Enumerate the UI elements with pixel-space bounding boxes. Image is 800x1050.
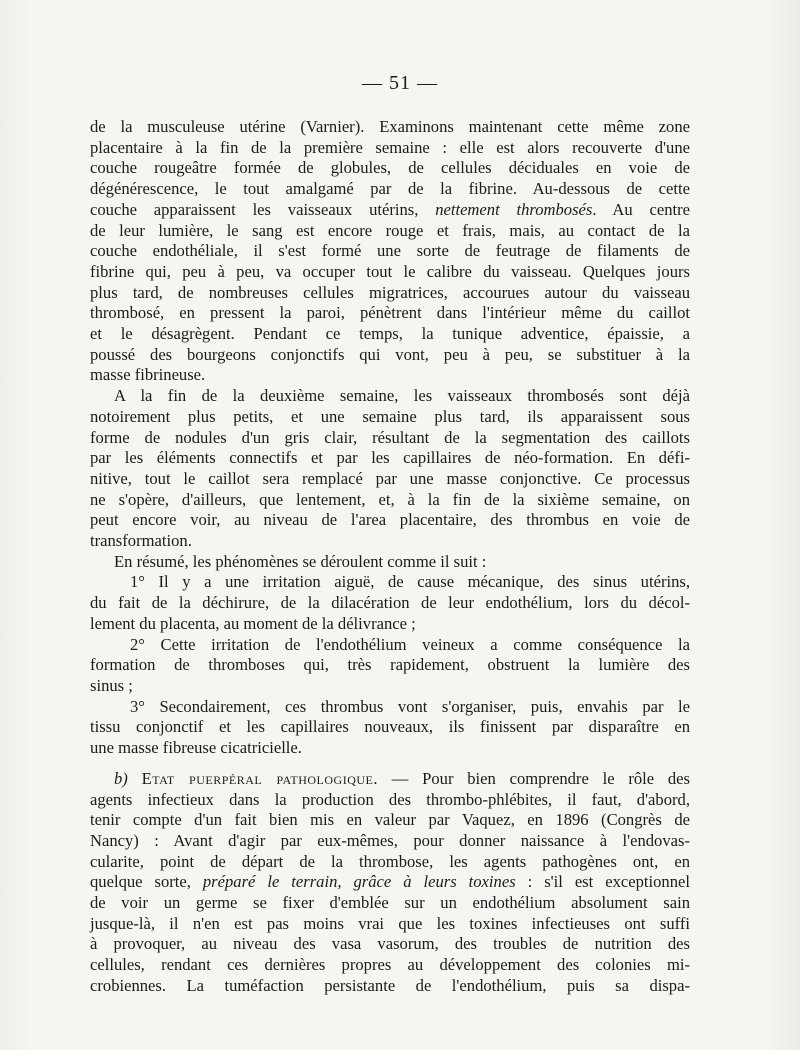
text-line: notoirement plus petits, et une semaine plus tard, ils apparaissent sous [90,406,690,426]
text-line: forme de nodules d'un gris clair, résultant de la segmentation des caillots [90,427,690,447]
text-line: A la fin de la deuxième semaine, les vaisseaux thrombosés sont déjà [114,386,690,406]
page-number: — 51 — [362,72,438,94]
text-line: de voir un germe se fixer d'emblée sur un endothélium absolument sain [90,893,690,913]
section-gap [90,759,690,769]
text-line: peut encore voir, au niveau de l'area placentaire, des thrombus en voie de [90,510,690,530]
text-line: tissu conjonctif et les capillaires nouveaux, ils finissent par disparaître en [90,717,690,737]
text-run: : s'il est exceptionnel [515,872,690,892]
text-line: lement du placenta, au moment de la délivrance ; [90,613,416,633]
text-line: agents infectieux dans la production des thrombo-phlébites, il faut, d'abord, [90,789,690,809]
text-run: — Pour bien comprendre le rôle des [378,768,690,788]
text-line: dégénérescence, le tout amalgamé par de la fibrine. Au-dessous de cette [90,179,690,199]
text-line: placentaire à la fin de la première semaine : elle est alors recouverte d'une [90,137,690,157]
text-line: à provoquer, au niveau des vasa vasorum, des troubles de nutrition des [90,934,690,954]
text-line: cularite, point de départ de la thrombose, les agents pathogènes ont, en [90,851,690,871]
text-run: couche apparaissent les vaisseaux utérins, [90,199,436,219]
text-line: sinus ; [90,675,133,695]
text-line: par les éléments connectifs et par les capillaires de néo-formation. En défi- [90,448,690,468]
text-line: crobiennes. La tuméfaction persistante de l'endothélium, puis sa dispa- [90,975,690,995]
list-item [90,572,690,634]
text-line: couche endothéliale, il s'est formé une sorte de feutrage de filaments de [90,241,690,261]
text-line: nitive, tout le caillot sera remplacé par une masse conjonctive. Ce processus [90,468,690,488]
text-line: masse fibrineuse. [90,365,206,385]
text-line: ne s'opère, d'ailleurs, que lentement, et, à la fin de la sixième semaine, on [90,489,690,509]
text-run: . Au centre [592,199,691,219]
text-line: thrombosé, en pressent la paroi, pénètrent dans l'intérieur même du caillot [90,303,690,323]
list-item [90,697,690,759]
text-line: transformation. [90,531,192,551]
text-line: de leur lumière, le sang est encore rouge et frais, mais, au contact de la [90,220,690,240]
text-line: 3° Secondairement, ces thrombus vont s'organiser, puis, envahis par le [130,696,690,716]
text-line: du fait de la déchirure, de la dilacération de leur endothélium, lors du décol- [90,593,690,613]
section-heading: Etat puerpéral pathologique. [141,768,379,788]
text-line: une masse fibreuse cicatricielle. [90,738,302,758]
list-item [90,635,690,697]
text-line: plus tard, de nombreuses cellules migratrices, accourues autour du vaisseau [90,282,690,302]
section-letter: b) [114,768,128,788]
text-line: 2° Cette irritation de l'endothélium veineux a comme conséquence la [130,634,690,654]
text-line: tenir compte d'un fait bien mis en valeur par Vaquez, en 1896 (Congrès de [90,810,690,830]
text-line [90,769,690,790]
italic-phrase: nettement thrombosés [435,199,593,219]
italic-phrase: préparé le terrain, grâce à leurs toxines [202,872,516,892]
paragraph [90,552,690,573]
text-line [90,200,690,221]
text-line [90,872,690,893]
section-paragraph [90,769,690,997]
text-line: En résumé, les phénomènes se déroulent comme il suit : [114,551,487,571]
text-line: fibrine qui, peu à peu, va occuper tout le calibre du vaisseau. Quelques jours [90,261,690,281]
text-line: 1° Il y a une irritation aiguë, de cause mécanique, des sinus utérins, [130,572,690,592]
text-line: Nancy) : Avant d'agir par eux-mêmes, pour donner naissance à l'endovas- [90,830,690,850]
text-line: jusque-là, il n'en est pas moins vrai que les toxines infectieuses ont suffi [90,913,690,933]
text-line: cellules, rendant ces dernières propres au développement des colonies mi- [90,955,690,975]
text-line: couche rougeâtre formée de globules, de cellules déciduales en voie de [90,158,690,178]
text-line: et le désagrègent. Pendant ce temps, la tunique adventice, épaissie, a [90,324,690,344]
text-line: de la musculeuse utérine (Varnier). Examinons maintenant cette même zone [90,117,690,136]
paragraph [90,386,690,552]
text-line: formation de thromboses qui, très rapidement, obstruent la lumière des [90,655,690,675]
text-run: quelque sorte, [90,872,203,892]
text-line: poussé des bourgeons conjonctifs qui vont, peu à peu, se substituer à la [90,344,690,364]
body-text [90,117,690,997]
paragraph [90,117,690,386]
